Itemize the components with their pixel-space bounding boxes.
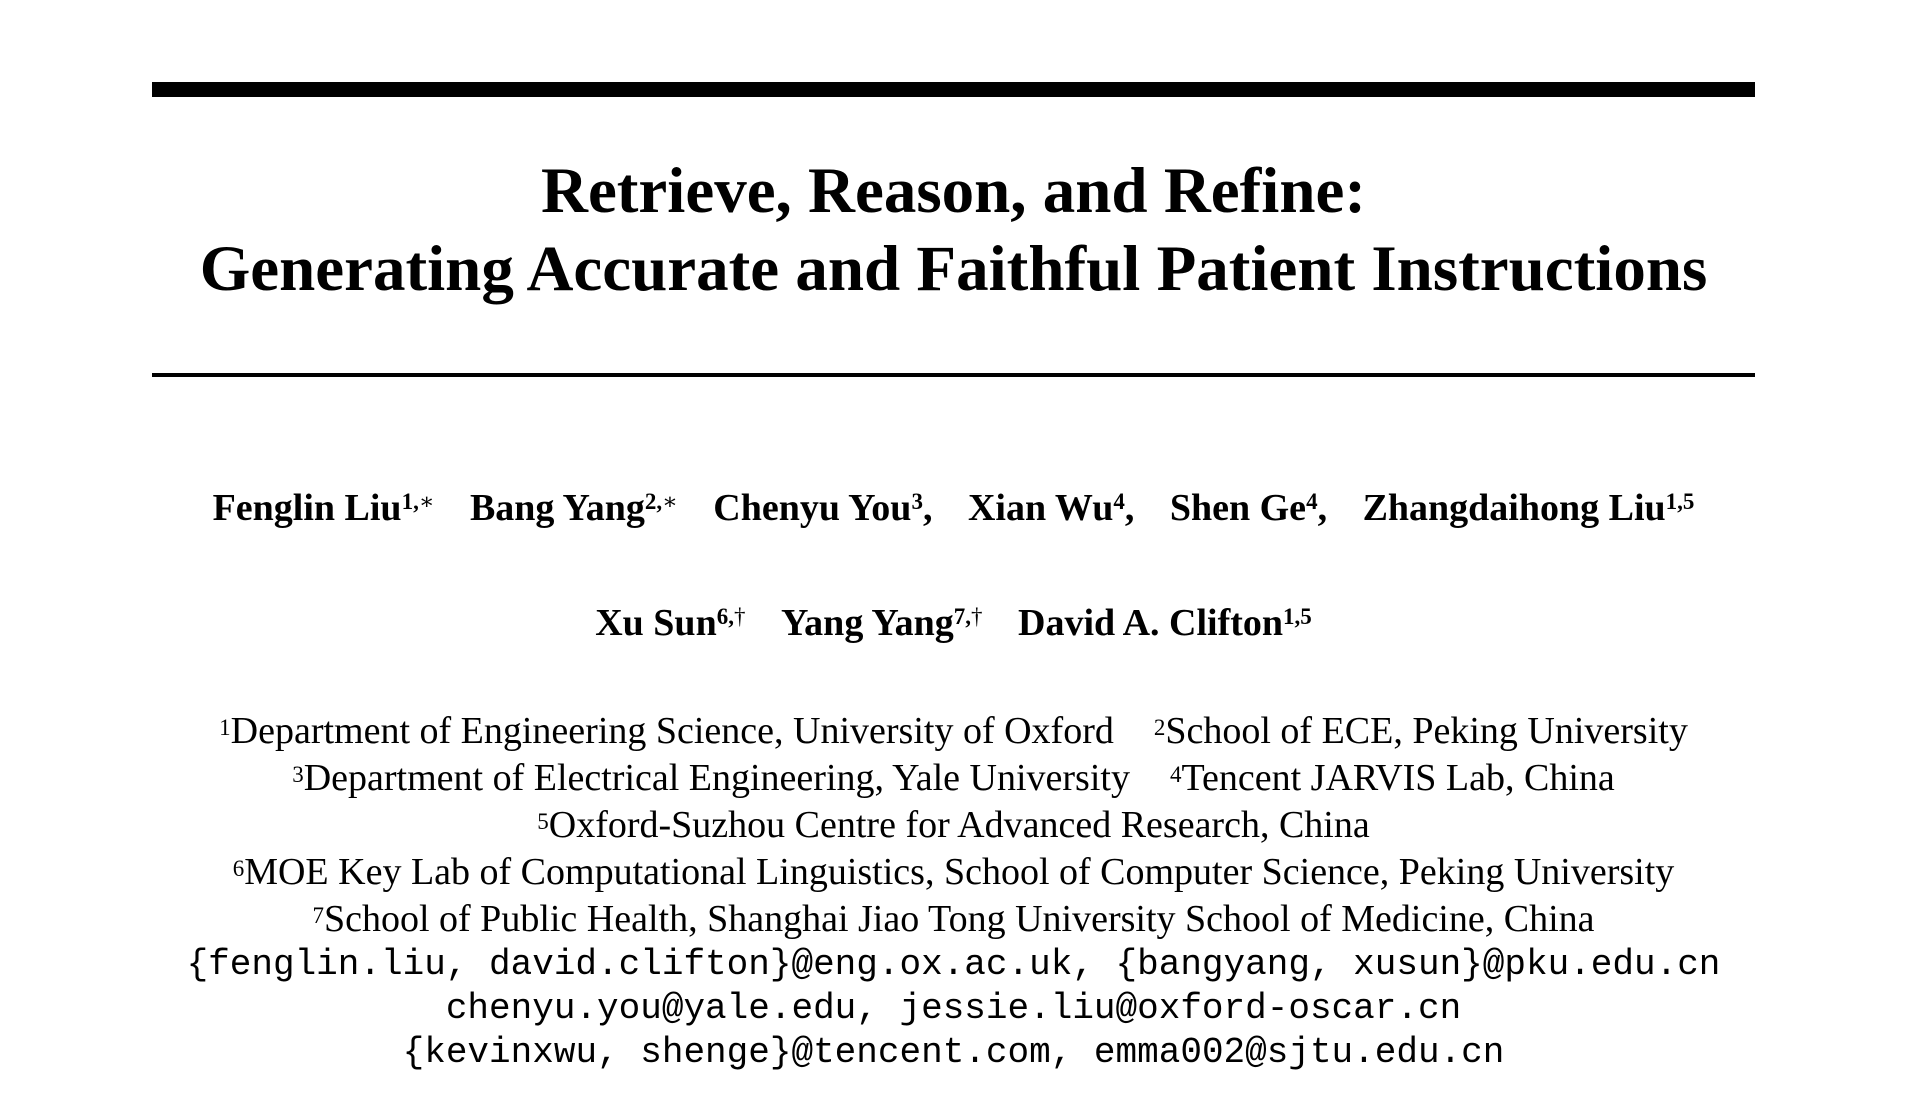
email-list [152, 943, 1755, 1075]
author [1018, 600, 1312, 646]
author-affiliation-marker: 7,† [953, 604, 983, 629]
author-name: Yang Yang [780, 602, 954, 644]
author-affiliation-marker: 3 [911, 489, 923, 514]
author-name: Shen Ge [1169, 487, 1307, 529]
affiliation: $^4$Tencent JARVIS Lab, China [1169, 757, 1615, 799]
author-affiliation-marker: 1,∗ [401, 489, 435, 514]
paper-title [152, 152, 1755, 308]
author [213, 485, 435, 531]
author-affiliation-marker: 4 [1113, 489, 1125, 514]
author-list-row-2 [152, 600, 1755, 646]
author-affiliation-marker: 1,5 [1665, 489, 1695, 514]
affiliation: $^3$Department of Electrical Engineering, Yale University [292, 757, 1130, 799]
author-name: Bang Yang [469, 487, 645, 529]
author [1363, 485, 1695, 531]
author-name: Xu Sun [595, 602, 717, 644]
author-list-row-1 [152, 485, 1755, 531]
title-line-1: Retrieve, Reason, and Refine: [541, 155, 1366, 227]
affiliation-line [152, 755, 1755, 802]
author-name: Fenglin Liu [212, 487, 402, 529]
author [595, 600, 745, 646]
author-affiliation-marker: 6,† [716, 604, 746, 629]
title-top-rule [152, 82, 1755, 97]
email-line: {kevinxwu, shenge}@tencent.com, emma002@sjtu.edu.cn [402, 1032, 1505, 1073]
author-name: David A. Clifton [1018, 602, 1284, 644]
author-name: Zhangdaihong Liu [1362, 487, 1666, 529]
affiliation-line [152, 708, 1755, 755]
email-line: chenyu.you@yale.edu, jessie.liu@oxford-oscar.cn [445, 988, 1462, 1029]
author-affiliation-marker: 1,5 [1283, 604, 1312, 629]
affiliation: $^6$MOE Key Lab of Computational Linguistics, School of Computer Science, Peking University [232, 851, 1675, 893]
affiliation: $^1$Department of Engineering Science, University of Oxford [219, 710, 1114, 752]
title-line-2: Generating Accurate and Faithful Patient Instructions [199, 233, 1708, 305]
affiliation-line [152, 896, 1755, 943]
author: Xian Wu$^4$, [967, 487, 1135, 529]
affiliation-list [152, 708, 1755, 943]
affiliation-line [152, 802, 1755, 849]
affiliation: $^2$School of ECE, Peking University [1153, 710, 1688, 752]
affiliation: $^7$School of Public Health, Shanghai Jiao Tong University School of Medicine, China [312, 898, 1595, 940]
author-affiliation-marker: 4 [1306, 489, 1318, 514]
email-line: {fenglin.liu, david.clifton}@eng.ox.ac.uk, {bangyang, xusun}@pku.edu.cn [186, 944, 1721, 985]
author [781, 600, 983, 646]
title-bottom-rule [152, 373, 1755, 377]
author-affiliation-marker: 2,∗ [644, 489, 678, 514]
affiliation-line [152, 849, 1755, 896]
author-name: Chenyu You [713, 487, 912, 529]
author [470, 485, 678, 531]
author: Shen Ge$^4$, [1169, 487, 1328, 529]
author: Chenyu You$^3$, [713, 487, 933, 529]
affiliation: $^5$Oxford-Suzhou Centre for Advanced Research, China [537, 804, 1370, 846]
author-name: Xian Wu [967, 487, 1114, 529]
